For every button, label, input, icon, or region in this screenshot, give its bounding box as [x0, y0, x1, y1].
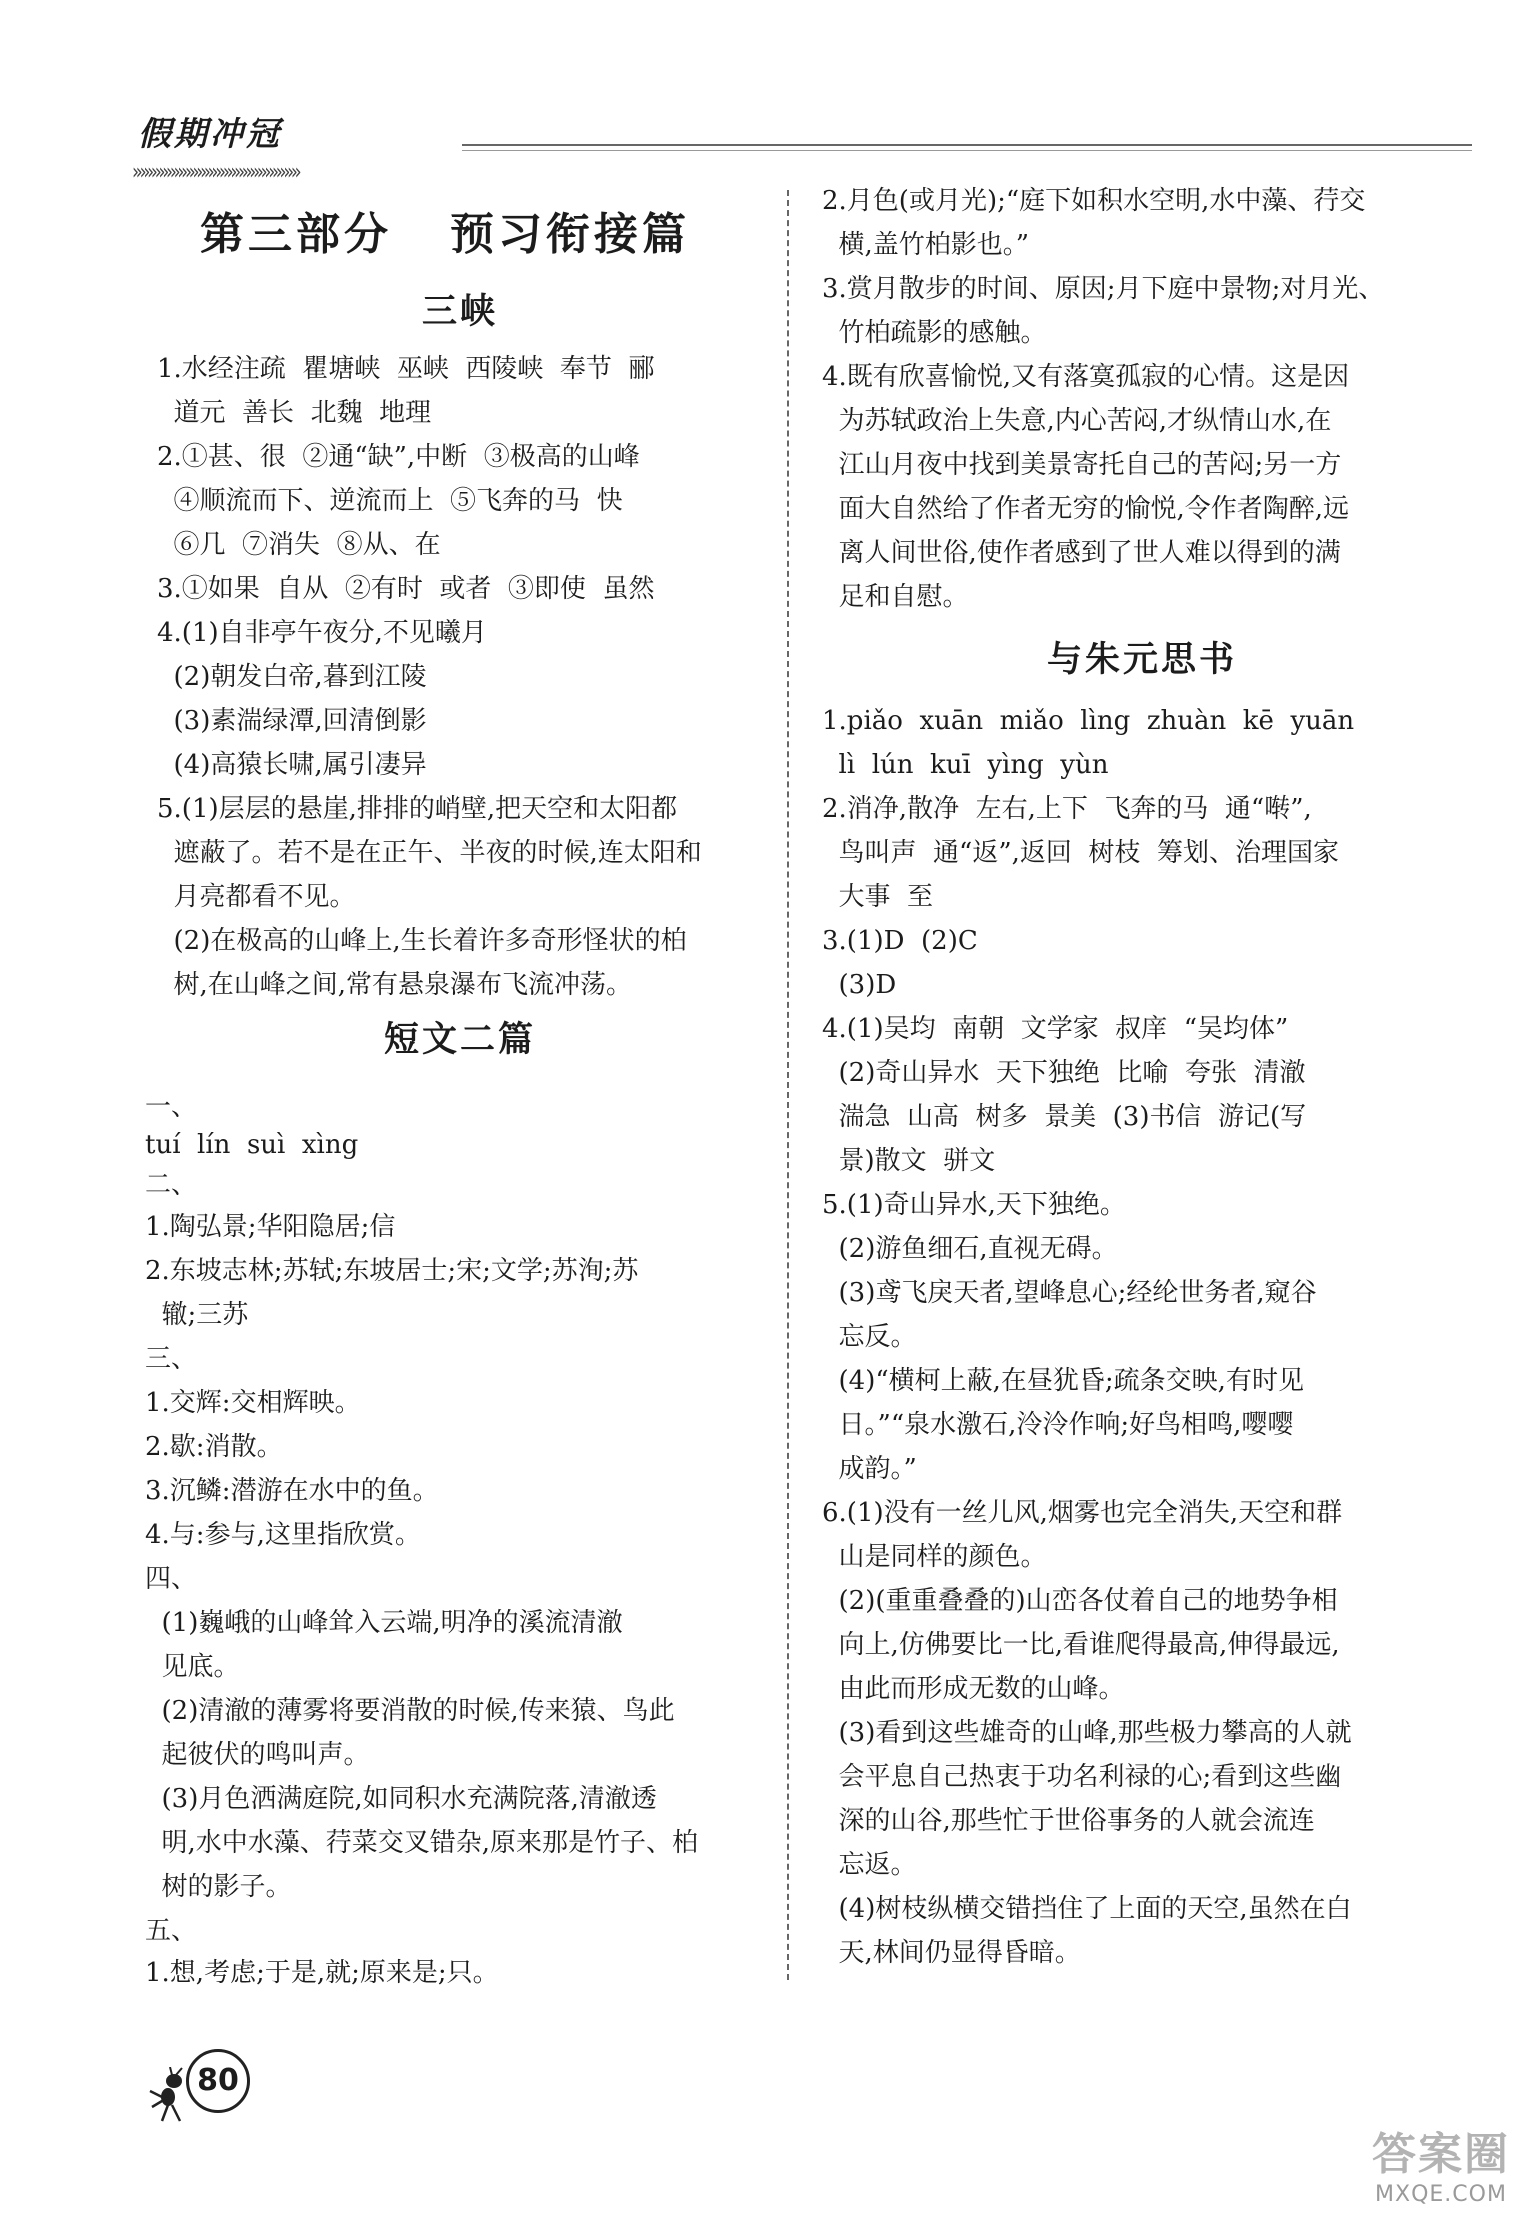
- text-line: 天,林间仍显得昏暗。: [822, 1938, 1081, 1968]
- text-line: 2.①甚、很 ②通“缺”,中断 ③极高的山峰: [157, 442, 640, 472]
- text-line: (2)清澈的薄雾将要消散的时候,传来猿、鸟此: [145, 1696, 675, 1726]
- text-line: tuí lín suì xìng: [145, 1130, 359, 1160]
- text-line: 足和自慰。: [822, 582, 969, 612]
- text-line: (2)朝发白帝,暮到江陵: [157, 662, 427, 692]
- text-line: 鸟叫声 通“返”,返回 树枝 筹划、治理国家: [822, 838, 1339, 868]
- section-title-sanxia: 三峡: [421, 292, 498, 332]
- part-title: 第三部分 预习衔接篇: [200, 209, 690, 260]
- text-line: 辙;三苏: [145, 1300, 249, 1330]
- text-line: 遮蔽了。若不是在正午、半夜的时候,连太阳和: [157, 838, 702, 868]
- text-line: 明,水中水藻、荇菜交叉错杂,原来那是竹子、柏: [145, 1828, 699, 1858]
- text-line: lì lún kuī yìng yùn: [822, 750, 1109, 780]
- text-line: (3)鸢飞戾天者,望峰息心;经纶世务者,窥谷: [822, 1278, 1317, 1308]
- text-line: 成韵。”: [822, 1454, 917, 1484]
- text-line: ⑥几 ⑦消失 ⑧从、在: [157, 530, 441, 560]
- text-line: 5.(1)奇山异水,天下独绝。: [822, 1190, 1126, 1220]
- text-line: 景)散文 骈文: [822, 1146, 996, 1176]
- text-line: 2.东坡志林;苏轼;东坡居士;宋;文学;苏洵;苏: [145, 1256, 639, 1286]
- text-line: 3.沉鳞:潜游在水中的鱼。: [145, 1476, 439, 1506]
- text-line: (2)奇山异水 天下独绝 比喻 夸张 清澈: [822, 1058, 1306, 1088]
- text-line: 四、: [145, 1564, 198, 1594]
- text-line: 起彼伏的鸣叫声。: [145, 1740, 370, 1770]
- text-line: 湍急 山高 树多 景美 (3)书信 游记(写: [822, 1102, 1307, 1132]
- text-line: (1)巍峨的山峰耸入云端,明净的溪流清澈: [145, 1608, 623, 1638]
- text-line: 向上,仿佛要比一比,看谁爬得最高,伸得最远,: [822, 1630, 1340, 1660]
- text-line: 1.想,考虑;于是,就;原来是;只。: [145, 1958, 499, 1988]
- text-line: 树的影子。: [145, 1872, 292, 1902]
- text-line: (2)(重重叠叠的)山峦各仗着自己的地势争相: [822, 1586, 1338, 1616]
- section-title-duanwen: 短文二篇: [383, 1020, 536, 1060]
- header-rule: [462, 144, 1472, 151]
- text-line: 五、: [145, 1916, 198, 1946]
- text-line: ④顺流而下、逆流而上 ⑤飞奔的马 快: [157, 486, 623, 516]
- text-line: 2.月色(或月光);“庭下如积水空明,水中藻、荇交: [822, 186, 1366, 216]
- text-line: 见底。: [145, 1652, 240, 1682]
- page-header: [132, 108, 1472, 188]
- page-number: 80: [186, 2049, 250, 2113]
- text-line: (3)月色洒满庭院,如同积水充满院落,清澈透: [145, 1784, 657, 1814]
- text-line: 树,在山峰之间,常有悬泉瀑布飞流冲荡。: [157, 970, 633, 1000]
- text-line: (2)游鱼细石,直视无碍。: [822, 1234, 1118, 1264]
- text-line: 江山月夜中找到美景寄托自己的苦闷;另一方: [822, 450, 1342, 480]
- text-line: 为苏轼政治上失意,内心苦闷,才纵情山水,在: [822, 406, 1332, 436]
- text-line: 山是同样的颜色。: [822, 1542, 1047, 1572]
- text-line: 面大自然给了作者无穷的愉悦,令作者陶醉,远: [822, 494, 1350, 524]
- text-line: 4.既有欣喜愉悦,又有落寞孤寂的心情。这是因: [822, 362, 1350, 392]
- brand-title: 假期冲冠: [138, 114, 282, 153]
- section-title-yuzhuyuansishu: 与朱元思书: [1046, 640, 1237, 680]
- text-line: 月亮都看不见。: [157, 882, 356, 912]
- text-line: 1.水经注疏 瞿塘峡 巫峡 西陵峡 奉节 郦: [157, 354, 655, 384]
- page-footer: [148, 2045, 268, 2125]
- text-line: 忘反。: [822, 1322, 917, 1352]
- text-line: (3)D: [822, 970, 897, 1000]
- text-line: 日。”“泉水激石,泠泠作响;好鸟相鸣,嘤嘤: [822, 1410, 1294, 1440]
- text-line: 横,盖竹柏影也。”: [822, 230, 1030, 260]
- text-line: 1.交辉:交相辉映。: [145, 1388, 361, 1418]
- text-line: (2)在极高的山峰上,生长着许多奇形怪状的柏: [157, 926, 687, 956]
- text-line: 深的山谷,那些忙于世俗事务的人就会流连: [822, 1806, 1315, 1836]
- text-line: 4.(1)自非亭午夜分,不见曦月: [157, 618, 487, 648]
- text-line: 离人间世俗,使作者感到了世人难以得到的满: [822, 538, 1341, 568]
- text-line: 由此而形成无数的山峰。: [822, 1674, 1125, 1704]
- chevron-decoration: »»»»»»»»»»»»»»»»»»»»»»: [132, 160, 299, 185]
- text-line: 5.(1)层层的悬崖,排排的峭壁,把天空和太阳都: [157, 794, 678, 824]
- text-line: 3.①如果 自从 ②有时 或者 ③即使 虽然: [157, 574, 655, 604]
- text-line: 4.(1)吴均 南朝 文学家 叔庠 “吴均体”: [822, 1014, 1289, 1044]
- text-line: 会平息自己热衷于功名利禄的心;看到这些幽: [822, 1762, 1342, 1792]
- text-line: 1.piǎo xuān miǎo lìng zhuàn kē yuān: [822, 706, 1355, 736]
- text-line: 竹柏疏影的感触。: [822, 318, 1047, 348]
- column-divider: [787, 190, 789, 1980]
- text-line: 4.与:参与,这里指欣赏。: [145, 1520, 421, 1550]
- text-line: (3)看到这些雄奇的山峰,那些极力攀高的人就: [822, 1718, 1352, 1748]
- text-line: 1.陶弘景;华阳隐居;信: [145, 1212, 396, 1242]
- text-line: 6.(1)没有一丝儿风,烟雾也完全消失,天空和群: [822, 1498, 1343, 1528]
- text-line: (4)高猿长啸,属引凄异: [157, 750, 427, 780]
- text-line: 道元 善长 北魏 地理: [157, 398, 432, 428]
- text-line: 三、: [145, 1344, 198, 1374]
- text-line: 2.消净,散净 左右,上下 飞奔的马 通“啭”,: [822, 794, 1312, 824]
- text-line: (4)树枝纵横交错挡住了上面的天空,虽然在白: [822, 1894, 1352, 1924]
- text-line: 3.(1)D (2)C: [822, 926, 978, 956]
- text-line: 大事 至: [822, 882, 934, 912]
- text-line: 二、: [145, 1170, 198, 1200]
- text-line: (4)“横柯上蔽,在昼犹昏;疏条交映,有时见: [822, 1366, 1304, 1396]
- watermark-site: MXQE.COM: [1375, 2182, 1507, 2207]
- text-line: 2.歇:消散。: [145, 1432, 283, 1462]
- text-line: 3.赏月散步的时间、原因;月下庭中景物;对月光、: [822, 274, 1385, 304]
- watermark-badge: 答案圈: [1372, 2129, 1510, 2180]
- text-line: (3)素湍绿潭,回清倒影: [157, 706, 427, 736]
- text-line: 一、: [145, 1092, 198, 1122]
- watermark: [1372, 2118, 1510, 2207]
- text-line: 忘返。: [822, 1850, 917, 1880]
